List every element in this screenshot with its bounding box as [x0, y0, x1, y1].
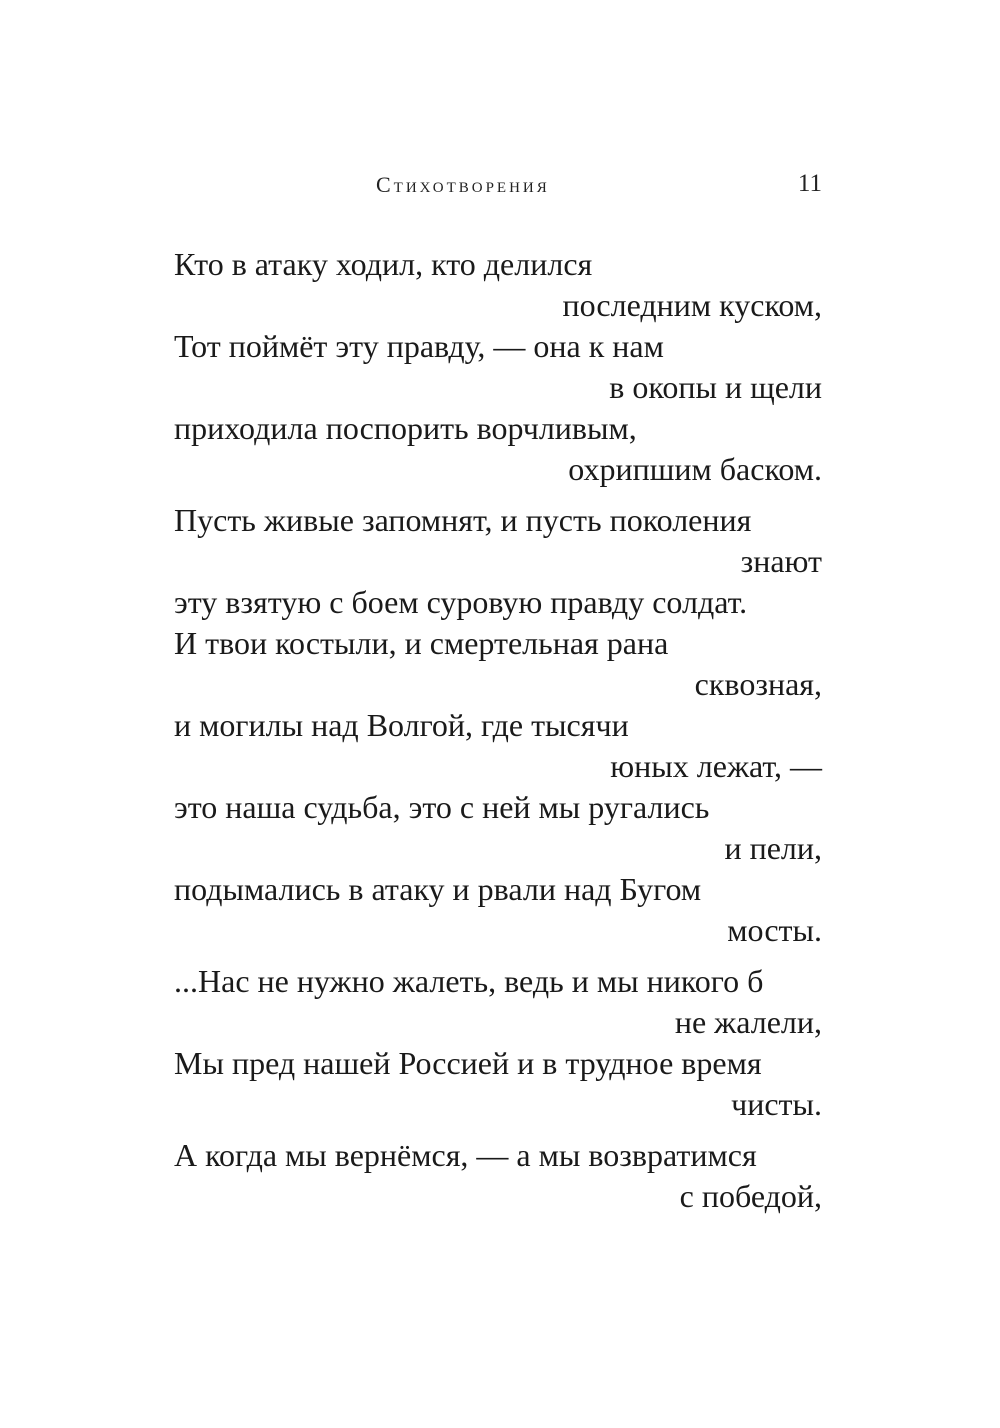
poem-line-continuation: юных лежат, —: [610, 748, 822, 784]
poem-line-continuation: охрипшим баском.: [568, 451, 822, 487]
poem-line-continuation: сквозная,: [694, 666, 822, 702]
poem-line-continuation: знают: [740, 543, 822, 579]
running-head-title: Стихотворения: [376, 172, 550, 197]
stanza: [174, 244, 822, 490]
poem-line-continuation: в окопы и щели: [609, 369, 822, 405]
poem-line: Тот поймёт эту правду, — она к нам: [174, 328, 664, 364]
poem-line: и могилы над Волгой, где тысячи: [174, 707, 629, 743]
stanza: [174, 961, 822, 1125]
poem-line: приходила поспорить ворчливым,: [174, 410, 637, 446]
poem-line: Мы пред нашей Россией и в трудное время: [174, 1045, 762, 1081]
poem-line: это наша судьба, это с ней мы ругались: [174, 789, 710, 825]
poem-body: [174, 244, 822, 1227]
poem-line: эту взятую с боем суровую правду солдат.: [174, 584, 748, 620]
poem-line: А когда мы вернёмся, — а мы возвратимся: [174, 1137, 757, 1173]
poem-line: И твои костыли, и смертельная рана: [174, 625, 669, 661]
poem-line: подымались в атаку и рвали над Бугом: [174, 871, 702, 907]
poem-line-continuation: мосты.: [727, 912, 822, 948]
running-head: [174, 170, 822, 204]
poem-line-continuation: и пели,: [724, 830, 822, 866]
poem-line-continuation: чисты.: [731, 1086, 822, 1122]
poem-line: Пусть живые запомнят, и пусть поколения: [174, 502, 752, 538]
stanza: [174, 1135, 822, 1217]
poem-line: Кто в атаку ходил, кто делился: [174, 246, 593, 282]
stanza: [174, 500, 822, 951]
poem-line-continuation: последним куском,: [562, 287, 822, 323]
poem-line: ...Нас не нужно жалеть, ведь и мы никого б: [174, 963, 764, 999]
poem-line-continuation: не жалели,: [674, 1004, 822, 1040]
book-page: [174, 0, 822, 1428]
poem-line-continuation: с победой,: [679, 1178, 822, 1214]
page-number: 11: [797, 170, 822, 197]
